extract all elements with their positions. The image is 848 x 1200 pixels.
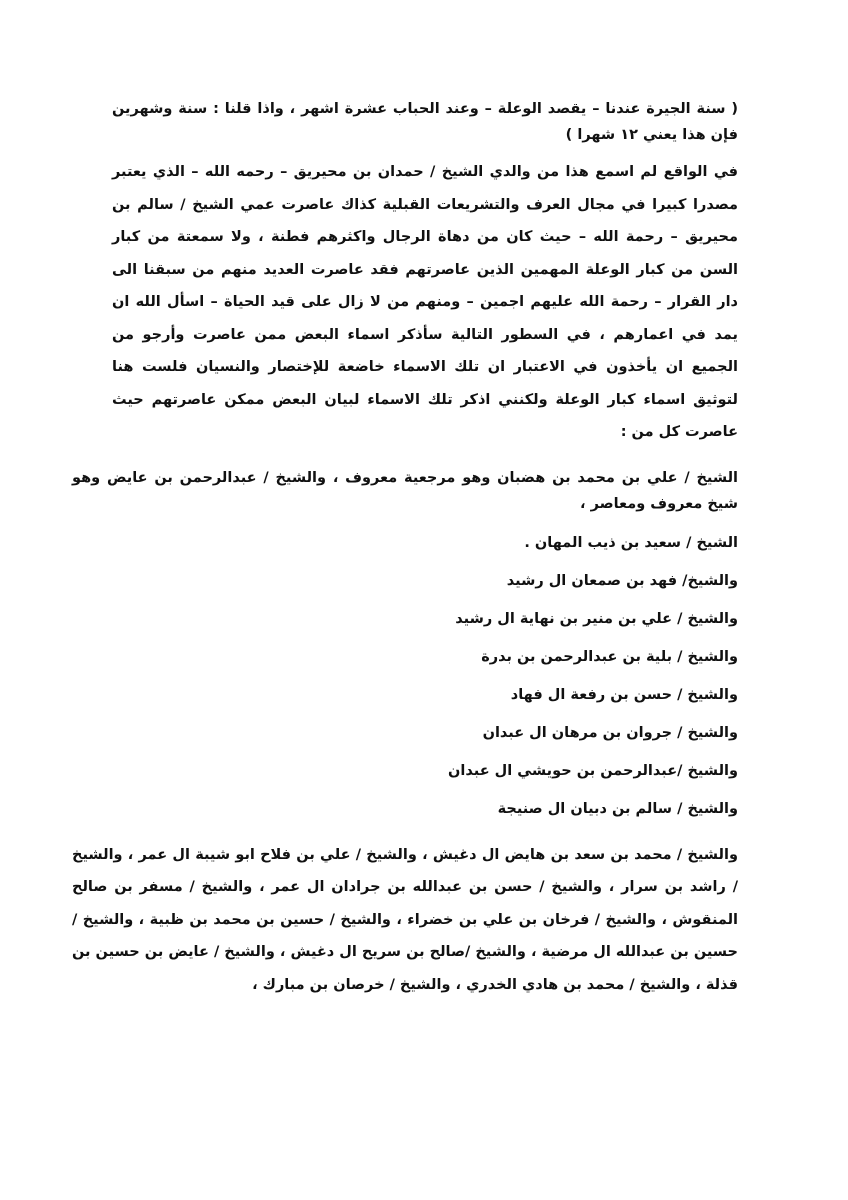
sheikh-list xyxy=(112,531,738,835)
sheikh-list-item: والشيخ / جروان بن مرهان ال عبدان xyxy=(482,724,738,741)
sheikh-list-item: والشيخ / حسن بن رفعة ال فهاد xyxy=(510,686,738,703)
sheikh-list-item: والشيخ / علي بن منير بن نهاية ال رشيد xyxy=(455,610,738,627)
intro-note: ( سنة الجيرة عندنا – يقصد الوعلة – وعند الحباب عشرة اشهر ، واذا قلنا : سنة وشهرين فإن هذا يعني ١٢ شهرا ) xyxy=(112,101,738,143)
sheikh-list-item: الشيخ / سعيد بن ذيب المهان . xyxy=(524,534,738,551)
final-paragraph: والشيخ / محمد بن سعد بن هايض ال دغيش ، والشيخ / علي بن فلاح ابو شيبة ال عمر ، والشيخ / راشد بن سرار ، والشيخ / حسن بن عبدالله بن جرادان ال عمر ، والشيخ / مسفر بن صالح المنقوش ، والشيخ / فرخان بن علي بن خضراء ، والشيخ / حسين بن محمد بن ظبية ، والشيخ / حسين بن عبدالله ال مرضية ، والشيخ /صالح بن سريح ال دغيش ، والشيخ / عايض بن حسين بن قذلة ، والشيخ / محمد بن هادي الخدري ، والشيخ / خرصان بن مبارك ، xyxy=(72,846,738,993)
document-body xyxy=(72,96,738,1011)
main-paragraph: في الواقع لم اسمع هذا من والدي الشيخ / حمدان بن محيريق – رحمه الله – الذي يعتبر مصدرا كبيرا في مجال العرف والتشريعات القبلية كذاك عاصرت عمي الشيخ / سالم بن محيريق – رحمة الله – حيث كان من دهاة الرجال واكثرهم فطنة ، ولا سمعتة من كبار السن من كبار الوعلة المهمين الذين عاصرتهم فقد عاصرت العديد منهم من سبقنا الى دار القرار – رحمة الله عليهم اجمين – ومنهم من لا زال على قيد الحياة – اسأل الله ان يمد في اعمارهم ، في السطور التالية سأذكر اسماء البعض ممن عاصرت وأرجو من الجميع ان يأخذون في الاعتبار ان تلك الاسماء خاضعة للإختصار والنسيان فلست هنا لتوثيق اسماء كبار الوعلة ولكنني اذكر تلك الاسماء لبيان البعض ممكن عاصرتهم حيث عاصرت كل من : xyxy=(112,164,738,440)
sheikh-list-item: والشيخ / سالم بن دبيان ال صنيجة xyxy=(497,800,738,817)
first-sheikh-entry: الشيخ / علي بن محمد بن هضبان وهو مرجعية معروف ، والشيخ / عبدالرحمن بن عايض وهو شيخ معروف ومعاصر ، xyxy=(72,469,738,512)
sheikh-list-item: والشيخ / بلية بن عبدالرحمن بن بدرة xyxy=(481,648,738,665)
sheikh-list-item: والشيخ /عبدالرحمن بن حويشي ال عبدان xyxy=(448,762,738,779)
sheikh-list-item: والشيخ/ فهد بن صمعان ال رشيد xyxy=(506,572,738,589)
